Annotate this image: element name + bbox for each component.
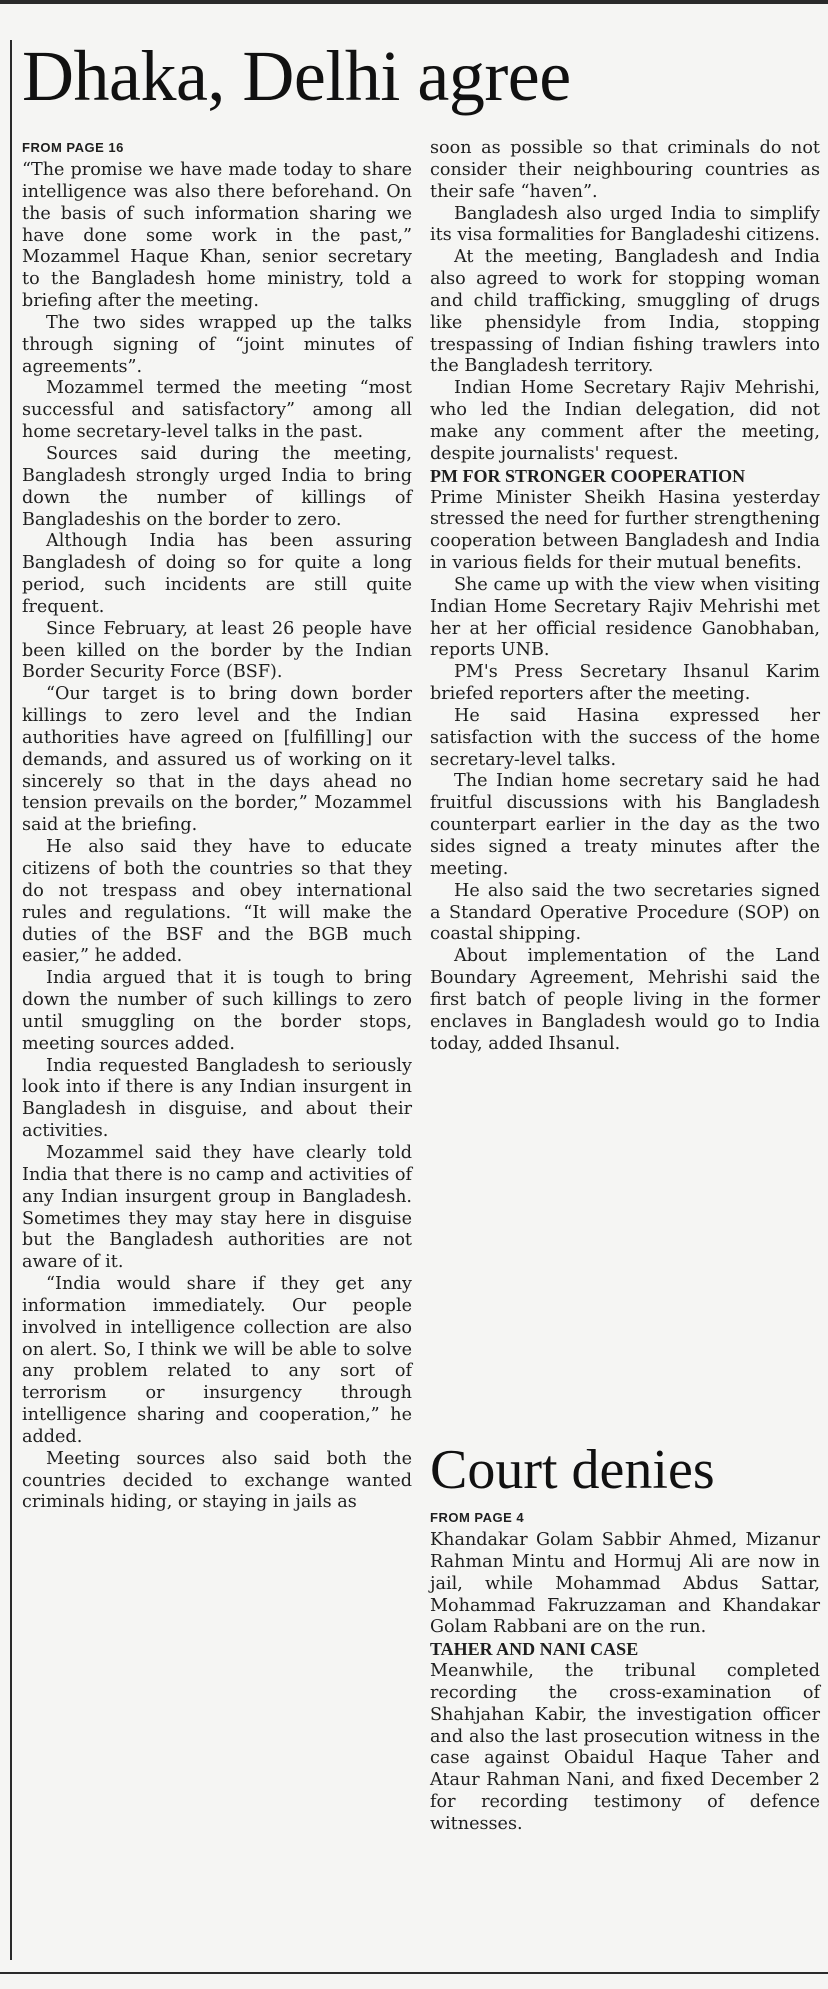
top-rule (0, 0, 828, 4)
paragraph: Khandakar Golam Sabbir Ahmed, Mizanur Rahman Mintu and Hormuj Ali are now in jail, while Mohammad Abdus Sattar, Mohammad Fakruzzaman and Khandakar Golam Rabbani are on the run. (430, 1530, 820, 1638)
paragraph: Mozammel said they have clearly told India that there is no camp and activities of any Indian insurgent group in Bangladesh. Sometimes they may stay here in disguise but the Bangladesh authorities are not aware of it. (22, 1142, 412, 1273)
paragraph: Since February, at least 26 people have been killed on the border by the Indian Border Security Force (BSF). (22, 618, 412, 683)
left-column-rule (10, 40, 12, 1960)
paragraph: Although India has been assuring Bangladesh of doing so for quite a long period, such incidents are still quite frequent. (22, 531, 412, 617)
subhead-taher-nani: TAHER AND NANI CASE (430, 1639, 639, 1660)
paragraph: PM's Press Secretary Ihsanul Karim briefed reporters after the meeting. (430, 662, 820, 705)
bottom-rule (0, 1972, 828, 1974)
paragraph: Bangladesh also urged India to simplify its visa formalities for Bangladeshi citizens. (430, 203, 820, 246)
paragraph: Mozammel termed the meeting “most successful and satisfactory” among all home secretary-level talks in the past. (22, 378, 412, 443)
paragraph: At the meeting, Bangladesh and India also agreed to work for stopping woman and child trafficking, smuggling of drugs like phensidyle from India, stopping trespassing of Indian fishing trawlers into the Bangladesh territory. (430, 247, 820, 377)
from-page-kicker: FROM PAGE 16 (22, 140, 124, 155)
paragraph: He also said the two secretaries signed a Standard Operative Procedure (SOP) on coastal shipping. (430, 880, 820, 945)
headline-court-denies: Court denies (430, 1439, 715, 1501)
paragraph: He said Hasina expressed her satisfaction with the success of the home secretary-level talks. (430, 705, 820, 770)
from-page-kicker: FROM PAGE 4 (430, 1510, 525, 1525)
headline-dhaka-delhi: Dhaka, Delhi agree (22, 36, 571, 116)
paragraph: India requested Bangladesh to seriously look into if there is any Indian insurgent in Bangladesh in disguise, and about their activities. (22, 1055, 412, 1142)
subhead-pm-cooperation: PM FOR STRONGER COOPERATION (430, 465, 746, 486)
paragraph: “Our target is to bring down border killings to zero level and the Indian authorities have agreed on [fulfilling] our demands, and assured us of working on it sincerely so that in the days ahead no tension prevails on the border,” Mozammel said at the briefing. (22, 684, 412, 836)
paragraph: She came up with the view when visiting Indian Home Secretary Rajiv Mehrishi met her at her official residence Ganobhaban, reports UNB. (430, 574, 820, 661)
paragraph: About implementation of the Land Boundary Agreement, Mehrishi said the first batch of people living in the former enclaves in Bangladesh would go to India today, added Ihsanul. (430, 946, 820, 1054)
paragraph: The Indian home secretary said he had fruitful discussions with his Bangladesh counterpart earlier in the day as the two sides signed a treaty minutes after the meeting. (430, 771, 820, 879)
paragraph: Sources said during the meeting, Bangladesh strongly urged India to bring down the number of killings of Bangladeshis on the border to zero. (22, 443, 412, 530)
paragraph: India argued that it is tough to bring down the number of such killings to zero until smuggling on the border stops, meeting sources added. (22, 968, 412, 1054)
paragraph: Prime Minister Sheikh Hasina yesterday stressed the need for further strengthening cooperation between Bangladesh and India in various fields for their mutual benefits. (430, 487, 820, 574)
paragraph: Indian Home Secretary Rajiv Mehrishi, who led the Indian delegation, did not make any comment after the meeting, despite journalists' request. (430, 378, 820, 464)
paragraph: He also said they have to educate citizens of both the countries so that they do not trespass and obey international rules and regulations. “It will make the duties of the BSF and the BGB much easier,” he added. (22, 837, 412, 967)
article2-column (430, 1508, 820, 1836)
paragraph: Meeting sources also said both the countries decided to exchange wanted criminals hiding, or staying in jails as (22, 1448, 412, 1513)
article1-left-column (22, 138, 412, 1514)
paragraph: soon as possible so that criminals do not consider their neighbouring countries as their safe “haven”. (430, 138, 820, 202)
paragraph: “India would share if they get any information immediately. Our people involved in intelligence collection are also on alert. So, I think we will be able to solve any problem related to any sort of terrorism or insurgency through intelligence sharing and cooperation,” he added. (22, 1274, 412, 1447)
article1-right-column (430, 138, 820, 1055)
paragraph: “The promise we have made today to share intelligence was also there beforehand. On the basis of such information sharing we have done some work in the past,” Mozammel Haque Khan, senior secretary to the Bangladesh home ministry, told a briefing after the meeting. (22, 160, 412, 312)
paragraph: The two sides wrapped up the talks through signing of “joint minutes of agreements”. (22, 312, 412, 377)
paragraph: Meanwhile, the tribunal completed recording the cross-examination of Shahjahan Kabir, the investigation officer and also the last prosecution witness in the case against Obaidul Haque Taher and Ataur Rahman Nani, and fixed December 2 for recording testimony of defence witnesses. (430, 1661, 820, 1834)
